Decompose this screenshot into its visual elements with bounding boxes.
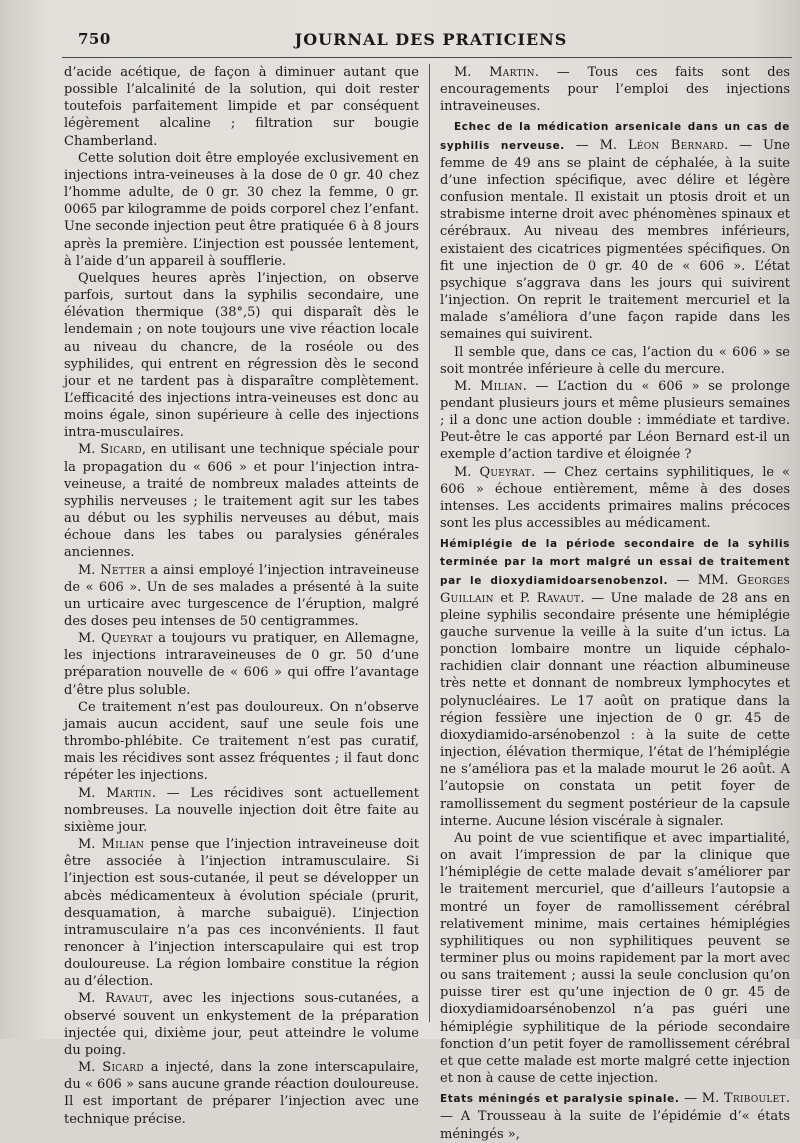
- section-paragraph: [440, 1090, 790, 1142]
- paragraph: [64, 785, 419, 836]
- paragraph: [64, 990, 419, 1059]
- paragraph: [440, 830, 790, 1087]
- paragraph: [440, 464, 790, 533]
- paragraph-text: Cette solution doit être employée exclusivement en injections intra-veineuses à la dose de 0 gr. 40 chez l’homme adulte, de 0 gr. 30 chez la femme, 0 gr. 0065 par kilogramme de poids corporel chez l’enfant. Une seconde injection peut être pratiquée 6 à 8 jours après la première. L’injection est poussée lentement, à l’aide d’un appareil à soufflerie.: [64, 150, 419, 269]
- paragraph-text: M.: [454, 464, 480, 480]
- paragraph: [64, 270, 419, 442]
- paragraph-text: d’acide acétique, de façon à diminuer autant que possible l’alcalinité de la solution, qui doit rester toutefois parfaitement limpide et par conséquent légèrement alcaline ; filtration sur bougie Chamberland.: [64, 65, 419, 149]
- page-number: 750: [78, 30, 111, 48]
- paragraph-text: . — L’action du « 606 » se prolonge pendant plusieurs jours et même plusieurs semaines ; il a donc une action double : immédiate et tardive. Peut-être le cas apporté par Léon Bernard est-il un exemple d’action tardive et éloignée ?: [440, 378, 791, 463]
- page-header: [78, 30, 784, 52]
- paragraph-text: Il semble que, dans ce cas, l’action du « 606 » se soit montrée inférieure à celle du mercure.: [440, 344, 790, 377]
- author-name: Léon Bernard: [627, 137, 725, 153]
- paragraph-text: M.: [78, 837, 102, 853]
- paragraph-text: Ce traitement n’est pas douloureux. On n’observe jamais aucun accident, sauf une seule fois une thrombo-phlébite. Ce traitement n’est pas curatif, mais les récidives sont assez fréquentes ; il faut donc répéter les injections.: [64, 699, 419, 784]
- paragraph-text: pense que l’injection intraveineuse doit être associée à l’injection intramusculaire. Si l’injection est sous-cutanée, il peut se développer un abcès médicamenteux à évolution spéciale (prurit, desquamation, à marche subaiguë). L’injection intramusculaire n’a pas ces inconvénients. Il faut renoncer à l’injection interscapulaire qui est trop douloureuse. La région lombaire constitue la région au d’élection.: [64, 837, 419, 990]
- paragraph: [440, 344, 790, 378]
- paragraph-text: M.: [78, 991, 106, 1007]
- paragraph-text: M.: [454, 65, 490, 80]
- right-column: [440, 64, 790, 1143]
- author-name: Queyrat: [479, 464, 532, 480]
- paragraph-text: et P.: [493, 590, 537, 606]
- paragraph-text: M.: [78, 562, 101, 578]
- author-name: Netter: [100, 562, 146, 578]
- author-name: Ravaut: [536, 590, 581, 606]
- paragraph-text: M.: [78, 785, 107, 801]
- author-name: Georges Guillain: [440, 572, 791, 606]
- paragraph-text: M.: [454, 378, 481, 394]
- author-name: Sicard: [100, 442, 142, 458]
- paragraph: [64, 699, 419, 785]
- paragraph: [440, 64, 790, 115]
- paragraph-text: Quelques heures après l’injection, on observe parfois, surtout dans la syphilis secondaire, une élévation thermique (38°,5) qui disparaît dès le lendemain ; on note toujours une vive réaction locale au niveau du chancre, de la roséole ou des syphilides, qui entrent en régression dès le second jour et ne tardent pas à disparaître complètement. L’efficacité des injections intra-veineuses est donc au moins égale, sinon supérieure à celle des injections intra-musculaires.: [64, 270, 419, 441]
- paragraph: [64, 150, 419, 270]
- paragraph-text: M.: [78, 631, 101, 647]
- paragraph: [64, 1059, 419, 1128]
- section-heading: Etats méningés et paralysie spinale.: [440, 1093, 680, 1106]
- paragraph-text: . — Une malade de 28 ans en pleine syphilis secondaire présente une hémiplégie gauche survenue la veille à la suite d’un ictus. La ponction lombaire montre un liquide céphalo-rachidien clair donnant une réaction albumineuse très nette et donnant de nombreux lymphocytes et polynucléaires. Le 17 août on pratique dans la région fessière une injection de 0 gr. 45 de dioxydiamido-arsénobenzol : à la suite de cette injection, élévation thermique, l’état de l’hémiplégie ne s’améliora pas et la malade mourut le 26 août. A l’autopsie on constata un petit foyer de ramollissement du segment postérieur de la capsule interne. Aucune lésion viscérale à signaler.: [440, 590, 791, 829]
- author-name: Milian: [480, 378, 523, 394]
- section-paragraph: [440, 118, 790, 343]
- paragraph: [64, 630, 419, 699]
- paragraph-text: Au point de vue scientifique et avec impartialité, on avait l’impression de par la clinique que l’hémiplégie de cette malade devait s’améliorer par le traitement mercuriel, que d’ailleurs l’autopsie a montré un foyer de ramollissement cérébral relativement minime, mais certaines hémiplégies syphilitiques ou non syphilitiques peuvent se terminer plus ou moins rapidement par la mort avec ou sans traitement ; aussi la seule conclusion qu’on puisse tirer est qu’une injection de 0 gr. 45 de dioxydiamidoarsénobenzol n’a pas guéri une hémiplégie syphilitique de la période secondaire fonction d’un petit foyer de ramollissement cérébral et que cette malade est morte malgré cette injection et non à cause de cette injection.: [440, 830, 790, 1087]
- left-column: [64, 64, 419, 1128]
- author-name: Triboulet: [723, 1091, 786, 1107]
- paragraph-text: a injecté, dans la zone interscapulaire, du « 606 » sans aucune grande réaction douloureuse. Il est important de préparer l’injection avec une technique précise.: [64, 1060, 419, 1127]
- paragraph-text: , avec les injections sous-cutanées, a observé souvent un enkystement de la préparation injectée qui, dixième jour, peut atteindre le volume du poing.: [64, 991, 419, 1058]
- paragraph-text: — M.: [564, 137, 628, 153]
- section-paragraph: [440, 535, 790, 830]
- author-name: Martin: [489, 65, 535, 80]
- author-name: Martin: [106, 785, 152, 801]
- paragraph: [64, 64, 419, 150]
- paragraph-text: — MM.: [668, 572, 737, 588]
- author-name: Ravaut: [105, 991, 149, 1007]
- paragraph: [440, 378, 790, 464]
- paragraph-text: . — Les récidives sont actuellement nombreuses. La nouvelle injection doit être faite au sixième jour.: [64, 785, 419, 835]
- paragraph-text: . — Chez certains syphilitiques, le « 606 » échoue entièrement, même à des doses intenses. Les accidents primaires malins précoces sont les plus accessibles au médicament.: [440, 464, 791, 532]
- paragraph-text: M.: [78, 442, 101, 458]
- paragraph-text: a ainsi employé l’injection intraveineuse de « 606 ». Un de ses malades a présenté à la suite un urticaire avec turgescence de l’éruption, malgré des doses peu intenses de 50 centigrammes.: [64, 562, 420, 629]
- paragraph-text: . — A Trousseau à la suite de l’épidémie d’« états méningés »,: [440, 1091, 790, 1142]
- paragraph: [64, 441, 419, 561]
- paragraph-text: . — Une femme de 49 ans se plaint de céphalée, à la suite d’une infection spécifique, avec délire et légère confusion mentale. Il existait un ptosis droit et un strabisme interne droit avec phénomènes spinaux et cérébraux. Au niveau des membres inférieurs, existaient des cicatrices pigmentées spécifiques. On fit une injection de 0 gr. 40 de « 606 ». L’état psychique s’aggrava dans les jours qui suivirent l’injection. On reprit le traitement mercuriel et la malade s’améliora d’une façon rapide dans les semaines qui suivirent.: [440, 137, 790, 343]
- column-divider: [429, 64, 430, 1022]
- paragraph-text: a toujours vu pratiquer, en Allemagne, les injections intraraveineuses de 0 gr. 50 d’une préparation nouvelle de « 606 » qui offre l’avantage d’être plus soluble.: [64, 631, 419, 698]
- paragraph: [64, 562, 419, 631]
- section-heading: Echec de la médication arsenicale dans un cas de syphilis nerveuse.: [440, 121, 790, 152]
- author-name: Sicard: [102, 1060, 144, 1076]
- paragraph: [64, 836, 419, 990]
- header-rule: [62, 57, 792, 58]
- paragraph-text: M.: [78, 1060, 103, 1076]
- paragraph-text: . — Tous ces faits sont des encouragements pour l’emploi des injections intraveineuses.: [440, 65, 790, 115]
- author-name: Queyrat: [101, 631, 153, 647]
- paragraph-text: , en utilisant une technique spéciale pour la propagation du « 606 » et pour l’injection intra-veineuse, a traité de nombreux malades atteints de syphilis nerveuses ; le traitement agit sur les tabes au début ou les syphilis nerveuses au début, mais échoue dans les tabes ou paralysies générales anciennes.: [64, 442, 419, 561]
- paragraph-text: — M.: [679, 1091, 724, 1107]
- section-heading: Hémiplégie de la période secondaire de la syhilis terminée par la mort malgré un essai de traitement par le dioxydiamidoarsenobenzol.: [440, 538, 790, 587]
- author-name: Milian: [101, 837, 145, 853]
- journal-title: JOURNAL DES PRATICIENS: [294, 30, 568, 49]
